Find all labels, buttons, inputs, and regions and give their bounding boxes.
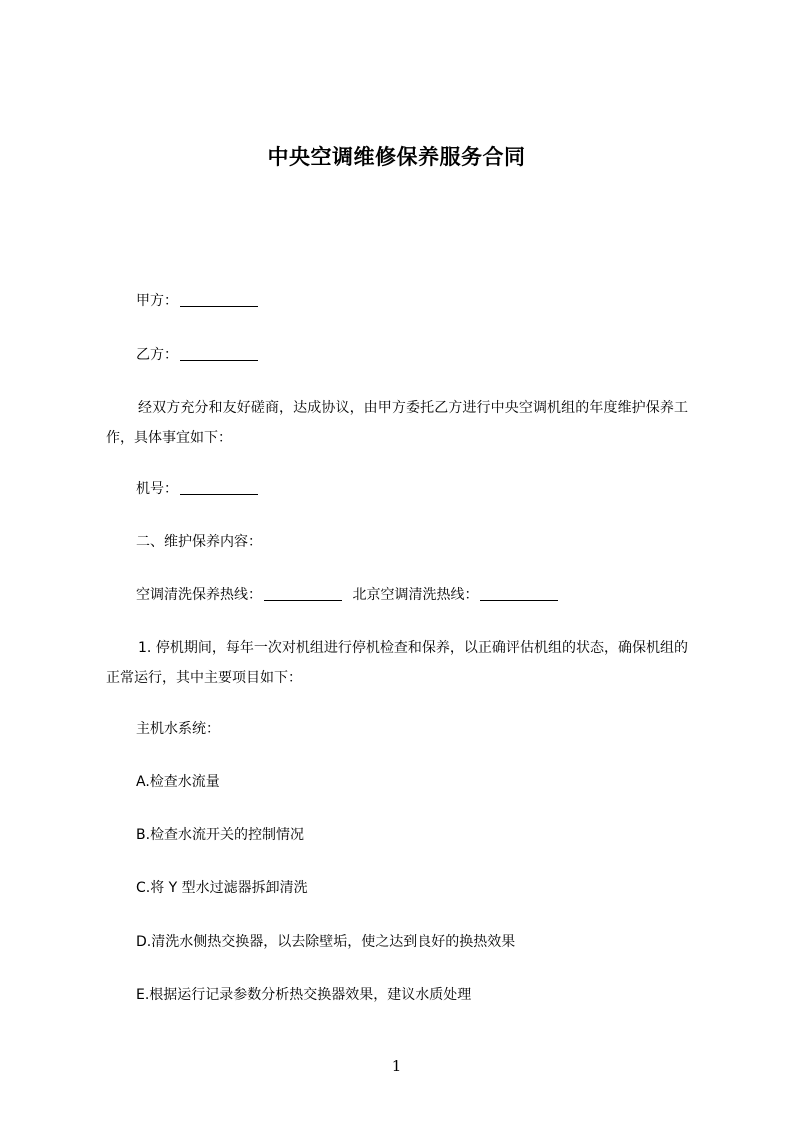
- party-b-line: [136, 345, 258, 365]
- machine-no-line: [136, 479, 258, 499]
- party-a-blank: [180, 292, 258, 307]
- hotline-line: [136, 585, 558, 605]
- intro-paragraph: 经双方充分和友好磋商，达成协议，由甲方委托乙方进行中央空调机组的年度维护保养工作，具体事宜如下：: [106, 400, 688, 446]
- list-item-e: E.根据运行记录参数分析热交换器效果，建议水质处理: [136, 987, 472, 1003]
- list-item-d: D.清洗水侧热交换器，以去除壁垢，使之达到良好的换热效果: [136, 934, 516, 950]
- party-a-label: 甲方：: [136, 293, 178, 309]
- document-title: 中央空调维修保养服务合同: [267, 145, 526, 169]
- list-item-c: C.将 Y 型水过滤器拆卸清洗: [136, 880, 308, 896]
- section-two-heading: 二、维护保养内容：: [136, 534, 262, 550]
- party-a-line: [136, 291, 258, 311]
- list-item-a: A.检查水流量: [136, 774, 220, 790]
- list-item-b: B.检查水流开关的控制情况: [136, 827, 305, 843]
- party-b-label: 乙方：: [136, 347, 178, 363]
- hotline-beijing-blank: [480, 586, 558, 601]
- hotline-cleaning-label: 空调清洗保养热线：: [136, 587, 262, 603]
- party-b-blank: [180, 346, 258, 361]
- page-number: 1: [391, 1057, 402, 1075]
- machine-no-blank: [180, 480, 258, 495]
- item-one-paragraph: 1. 停机期间，每年一次对机组进行停机检查和保养，以正确评估机组的状态，确保机组的正常运行，其中主要项目如下：: [106, 640, 688, 686]
- machine-no-label: 机号：: [136, 481, 178, 497]
- water-system-heading: 主机水系统：: [136, 721, 220, 737]
- hotline-cleaning-blank: [264, 586, 342, 601]
- hotline-beijing-label: 北京空调清洗热线：: [352, 587, 479, 603]
